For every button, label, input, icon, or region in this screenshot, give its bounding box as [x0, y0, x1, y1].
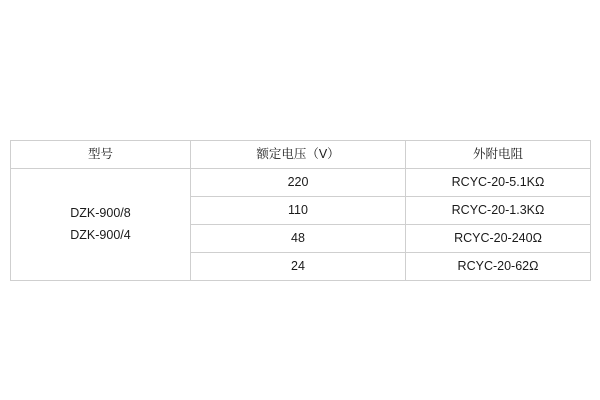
cell-voltage: 24 — [191, 253, 406, 281]
cell-voltage: 220 — [191, 169, 406, 197]
column-header-model: 型号 — [11, 141, 191, 169]
column-header-rated-voltage: 额定电压（V） — [191, 141, 406, 169]
cell-resistor: RCYC-20-240Ω — [406, 225, 591, 253]
model-line-1: DZK-900/8 — [70, 206, 131, 221]
cell-resistor: RCYC-20-62Ω — [406, 253, 591, 281]
model-line-2: DZK-900/4 — [70, 227, 131, 242]
cell-voltage: 48 — [191, 225, 406, 253]
column-header-external-resistor: 外附电阻 — [406, 141, 591, 169]
table-body — [11, 169, 591, 281]
model-cell — [11, 169, 191, 281]
cell-resistor: RCYC-20-5.1KΩ — [406, 169, 591, 197]
specification-table — [10, 140, 591, 281]
table-header — [11, 141, 591, 169]
table-header-row — [11, 141, 591, 169]
table-row — [11, 169, 591, 197]
cell-voltage: 110 — [191, 197, 406, 225]
cell-resistor: RCYC-20-1.3KΩ — [406, 197, 591, 225]
